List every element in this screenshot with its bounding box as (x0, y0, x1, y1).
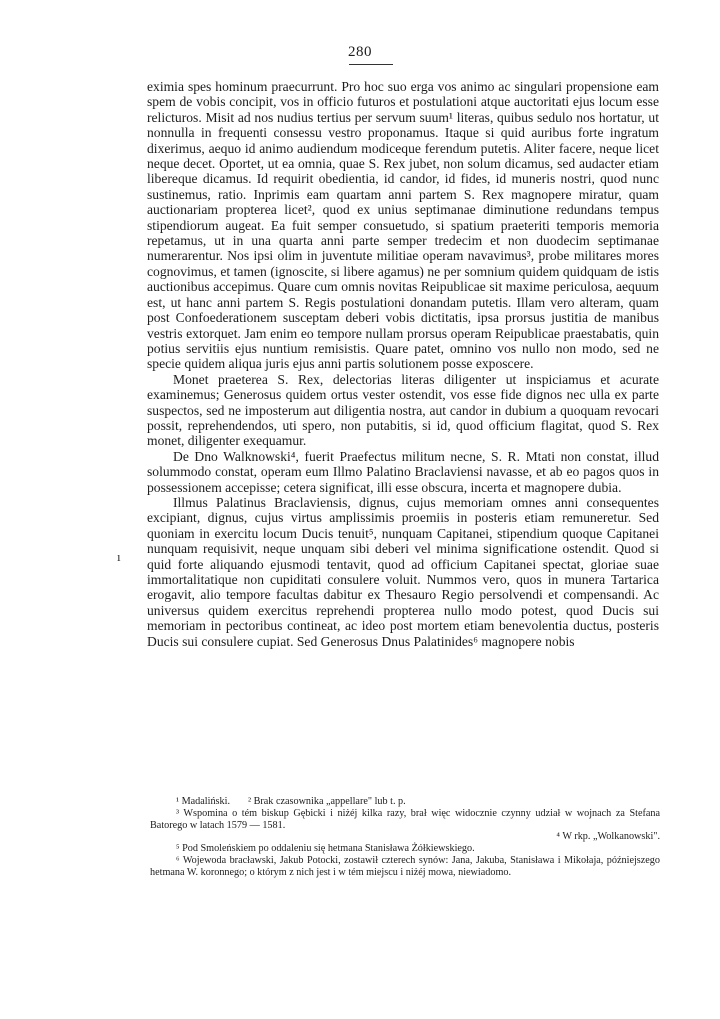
paragraph-1: eximia spes hominum praecurrunt. Pro hoc suo erga vos animo ac singulari propensione eam spem de vobis concipit, vos in officio futuros et postulationi atque auctoritati ejus locum esse relicturos. Misit ad nos nudius tertius per servum suum¹ literas, quibus sedulo nos hortatur, ut nonnulla in frequenti consessu vestro proponamus. Itaque si quid auribus forte ingratum dixerimus, aequo id animo audiendum modiceque ferendum putetis. Aliter facere, neque licet neque decet. Oportet, ut ea omnia, quae S. Rex jubet, non solum dicamus, sed audacter etiam libereque dicamus. Id requirit obedientia, id candor, id fides, id muneris nostri, quod nunc sustinemus, ratio. Inprimis eam quartam anni partem S. Rex magnopere miratur, quam auctionariam propterea licet², quod ex unius septimanae diminutione redundans tempus stipendiorum augeat. Ea fuit semper consuetudo, si spatium praeteriti temporis memoria repetamus, ut in una quarta anni parte semper tredecim et non duodecim septimanae numerarentur. Nos ipsi olim in juventute militiae operam navavimus³, probe militares mores cognovimus, et tamen (ignoscite, si libere agamus) ne per somnium quidem quidquam de istis auctionibus accepimus. Quare cum omnis novitas Reipublicae sit maxime periculosa, aequum est, ut hanc anni partem S. Regis postulationi donandam putetis. Illam vero alteram, quam post Confoederationem susceptam deberi vobis dictitatis, ipsa prorsus justitia de manibus vestris extorquet. Jam enim eo tempore nullam prorsus operam Reipublicae praestabatis, quin potius servitiis ejus nuntium remisistis. Quare patet, omnino vos nullo non modo, sed ne specie quidem aliqua juris ejus anni partis solutionem posse exposcere. (147, 79, 659, 372)
paragraph-3: De Dno Walknowski⁴, fuerit Praefectus militum necne, S. R. Mtati non constat, illud solummodo constat, operam eum Illmo Palatino Braclaviensi navasse, et ab eo pagos quos in possessionem accepisse; cetera significat, illi esse obscura, incerta et magnopere dubia. (147, 448, 659, 495)
paragraph-4: Illmus Palatinus Braclaviensis, dignus, cujus memoriam omnes anni consequentes excipiant, dignus, cujus virtus amplissimis proemiis in posteris etiam remuneretur. Sed quoniam in exercitu locum Ducis tenuit⁵, nunquam Capitanei, stipendium quoque Capitanei nunquam requisivit, neque unquam sibi deberi vel minima significatione ostendit. Quod si quid forte aliquando ejusmodi tentavit, quod ad officium Capitanei spectat, gloriae suae immortalitatique non cupiditati consulere voluit. Nummos vero, quos in munera Tartarica erogavit, alio tempore facultas dabitur ex Thesauro Regio persolvendi et compensandi. Ac universus quidem exercitus reprehendi propterea nullo modo potest, quod Ducis sui memoriam in pectoribus contineat, ac ideo post mortem etiam benevolentia ductus, posteris Ducis sui consulere cupiat. Sed Generosus Dnus Palatinides⁶ magnopere nobis (147, 494, 659, 649)
footnote-5: ⁵ Pod Smoleńskiem po oddaleniu się hetmana Stanisława Żółkiewskiego. (176, 843, 475, 855)
footnotes (150, 796, 660, 879)
page-number: 280 (348, 44, 372, 60)
page-number-rule (349, 64, 393, 65)
margin-mark: ı (117, 549, 121, 564)
footnote-3: ³ Wspomina o tém biskup Gębicki i niżéj kilka razy, brał więc widocznie czynny udział w wojnach za Stefana Batorego w latach 1579 — 1581. (150, 807, 660, 831)
footnote-4: ⁴ W rkp. „Wolkanowski". (556, 831, 660, 843)
body-text (147, 79, 659, 649)
footnote-row-1 (150, 796, 660, 808)
footnote-1: ¹ Madaliński. (176, 796, 230, 807)
footnote-6: ⁶ Wojewoda bracławski, Jakub Potocki, zostawił czterech synów: Jana, Jakuba, Stanisława i Mikołaja, późniejszego hetmana W. koronnego; o którym z nich jest i w tém miejscu i niżéj mowa, niewiadomo. (150, 854, 660, 878)
paragraph-2: Monet praeterea S. Rex, delectorias literas diligenter ut inspiciamus et acurate examinemus; Generosus quidem ortus vester ostendit, vos esse fide dignos nec ulla ex parte suspectos, sed ne imposterum aut diligentia nostra, aut candor in dubium a quoquam revocari possit, reprehendendos, uti spero, non putabitis, si id, quod officium flagitat, quod S. Rex monet, diligenter exequamur. (147, 371, 659, 449)
footnote-2: ² Brak czasownika „appellare" lub t. p. (248, 796, 406, 807)
